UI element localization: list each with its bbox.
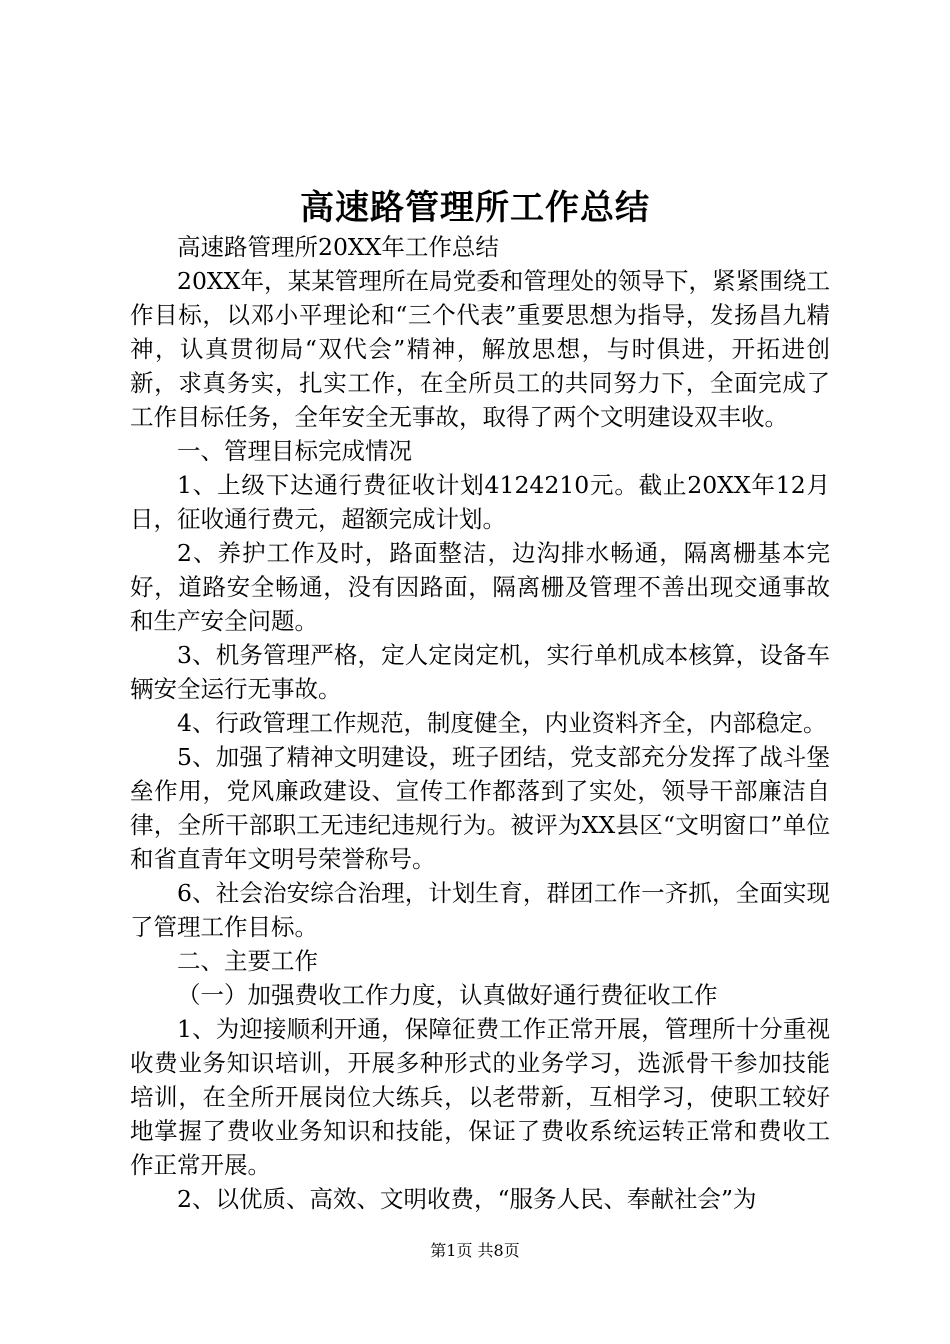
subtitle-paragraph: 高速路管理所20XX年工作总结 bbox=[177, 233, 499, 261]
paragraph-item-5: 5、加强了精神文明建设，班子团结，党支部充分发挥了战斗堡垒作用，党风廉政建设、宣传工作都落到了实处，领导干部廉洁自律，全所干部职工无违纪违规行为。被评为XX县区“文明窗口”单位和省直青年文明号荣誉称号。 bbox=[130, 743, 830, 873]
paragraph-item-4: 4、行政管理工作规范，制度健全，内业资料齐全，内部稳定。 bbox=[177, 709, 827, 737]
paragraph-item-2: 2、养护工作及时，路面整洁，边沟排水畅通，隔离栅基本完好，道路安全畅通，没有因路面，隔离栅及管理不善出现交通事故和生产安全问题。 bbox=[130, 539, 830, 635]
paragraph-item-3: 3、机务管理严格，定人定岗定机，实行单机成本核算，设备车辆安全运行无事故。 bbox=[130, 641, 830, 703]
paragraph-work-1: 1、为迎接顺利开通，保障征费工作正常开展，管理所十分重视收费业务知识培训，开展多种形式的业务学习，选派骨干参加技能培训，在全所开展岗位大练兵，以老带新，互相学习，使职工较好地掌握了费收业务知识和技能，保证了费收系统运转正常和费收工作正常开展。 bbox=[130, 1015, 830, 1179]
page-number-footer: 第1页 共8页 bbox=[430, 1241, 520, 1260]
document-title: 高速路管理所工作总结 bbox=[300, 188, 650, 228]
paragraph-item-6: 6、社会治安综合治理，计划生育，群团工作一齐抓，全面实现了管理工作目标。 bbox=[130, 879, 830, 941]
subsection-heading-1: （一）加强费收工作力度，认真做好通行费征收工作 bbox=[177, 981, 718, 1009]
paragraph-work-2: 2、以优质、高效、文明收费，“服务人民、奉献社会”为 bbox=[177, 1185, 757, 1213]
section-heading-2: 二、主要工作 bbox=[177, 947, 318, 975]
document-body bbox=[130, 230, 830, 1216]
intro-paragraph: 20XX年，某某管理所在局党委和管理处的领导下，紧紧围绕工作目标，以邓小平理论和“三个代表”重要思想为指导，发扬昌九精神，认真贯彻局“双代会”精神，解放思想，与时俱进，开拓进创新，求真务实，扎实工作，在全所员工的共同努力下，全面完成了工作目标任务，全年安全无事故，取得了两个文明建设双丰收。 bbox=[130, 267, 830, 431]
paragraph-item-1: 1、上级下达通行费征收计划4124210元。截止20XX年12月日，征收通行费元，超额完成计划。 bbox=[130, 471, 830, 533]
section-heading-1: 一、管理目标完成情况 bbox=[177, 437, 412, 465]
